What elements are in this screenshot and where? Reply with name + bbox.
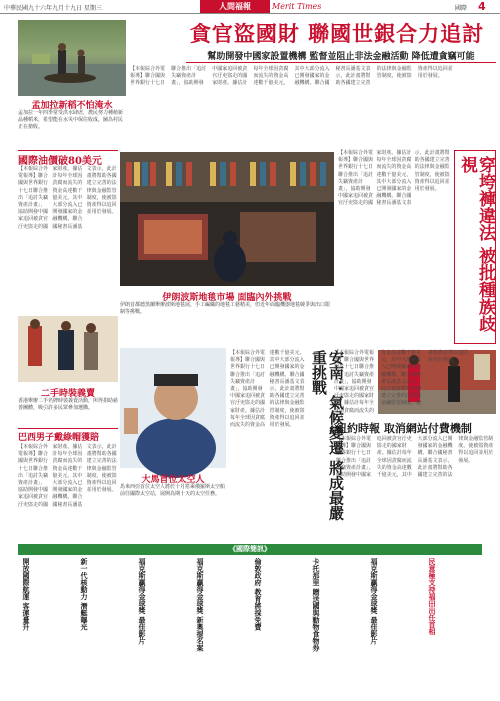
lead-rule (186, 62, 496, 63)
page-number: 4 (478, 0, 486, 13)
brief-headline: 開放國際航運 客運量升 (22, 558, 31, 631)
carpet-illustration (120, 152, 334, 286)
brief-item (22, 558, 76, 698)
middle-body: 【本報綜合外電報導】聯合國與世界銀行十七日聯合推出「追討失竊資產計畫」，協助開發中國家追回被貪官汙吏盜走的國家財產。據估計每年全球因貪腐而流失的資金高達數千億美元，其中大部分流入已開發國家的金融機構。聯合國秘書長潘基文表示，此計畫將幫助各國建立完善的法律與金融監管制度，使被盜資產得以追回並用於發展。 (338, 150, 450, 207)
brief-headline: 新一代核動力 潛艇曝光 (80, 558, 89, 631)
brief-item (312, 558, 366, 698)
masthead-date: 中華民國九十六年九月十九日 星期三 (4, 5, 102, 12)
astronaut-illustration (120, 348, 226, 468)
lead-body: 【本報綜合外電報導】聯合國與世界銀行十七日聯合推出「追討失竊資產計畫」，協助開發中國家追回被貪官汙吏盜走的國家財產。據估計每年全球因貪腐而流失的資金高達數千億美元，其中大部分流入已開發國家的金融機構。聯合國秘書長潘基文表示，此計畫將幫助各國建立完善的法律與金融監管制度，使被盜資產得以追回並用於發展。 (130, 66, 453, 87)
carpet-photo (120, 152, 334, 286)
fashion-illustration (18, 316, 118, 382)
astronaut-caption-title: 大馬首位太空人 (141, 475, 205, 485)
flood-caption-title: 孟加拉新稻不怕淹水 (31, 101, 113, 111)
brief-item (370, 558, 424, 698)
carpet-caption-title: 伊朗波斯地毯市場 面臨內外挑戰 (162, 293, 292, 303)
nyt-body: 【本報綜合外電報導】聯合國與世界銀行十七日聯合推出「追討失竊資產計畫」，協助開發中國家追回被貪官汙吏盜走的國家財產。據估計每年全球因貪腐而流失的資金高達數千億美元，其中大部分流入已開發國家的金融機構。聯合國秘書長潘基文表示，此計畫將幫助各國建立完善的法律與金融監管制度，使被盜資產得以追回並用於發展。 (336, 436, 494, 479)
flood-photo-illustration (18, 20, 126, 96)
masthead-logo: 人間福報 (200, 0, 270, 13)
brazil-headline: 巴西男子戴綠帽獲賠 (18, 433, 100, 443)
brief-headline: 倫敦政府 教育將採免費 (254, 558, 263, 631)
asean-body: 【本報綜合外電報導】聯合國與世界銀行十七日聯合推出「追討失竊資產計畫」，協助開發中國家追回被貪官汙吏盜走的國家財產。據估計每年全球因貪腐而流失的資金高達數千億美元，其中大部分流入已開發國家的金融機構。聯合國秘書長潘基文表示，此計畫將幫助各國建立完善的法律與金融監管制度，使被盜資產得以追回並用於發展。 (230, 350, 305, 429)
fashion-photo (18, 316, 118, 382)
section-name: 國際 (455, 5, 468, 12)
brief-item (428, 558, 482, 698)
nyt-headline: 紐約時報 取消網站付費機制 (336, 422, 472, 435)
lead-headline: 貪官盜國財 聯國世銀合力追討 (189, 21, 485, 46)
briefs-area (18, 558, 482, 698)
brief-headline: 福克斯贏得金球獎 最佳影片 (370, 558, 379, 645)
asean-headline: 安南：氣候變遷 將成最嚴重挑戰 (310, 350, 345, 521)
brazil-rule (18, 428, 118, 429)
brief-headline: 福克斯贏得金球獎 新奧提名案 (196, 558, 205, 652)
brief-item (254, 558, 308, 698)
brief-item (196, 558, 250, 698)
fashion-caption-title: 二手時裝義賣 (40, 389, 95, 399)
masthead-english: Merit Times (272, 2, 322, 11)
briefs-bar: 《國際簡訊》 (18, 544, 482, 555)
oil-rule (18, 150, 118, 151)
flood-photo (18, 20, 126, 96)
pants-headline: 穿垮褲違法 被批種族歧視 (457, 156, 495, 332)
astronaut-caption: 馬來西亞首位太空人將於十月搭乘俄羅斯太空船前往國際太空站，展開為期十天的太空任務。 (120, 484, 226, 497)
fashion-caption: 香港舉辦二手名牌時裝義賣活動，所得捐助慈善團體，吸引許多民眾參加選購。 (18, 398, 119, 411)
brazil-body: 【本報綜合外電報導】聯合國與世界銀行十七日聯合推出「追討失竊資產計畫」，協助開發中國家追回被貪官汙吏盜走的國家財產。據估計每年全球因貪腐而流失的資金高達數千億美元，其中大部分流入已開發國家的金融機構。聯合國秘書長潘基文表示，此計畫將幫助各國建立完善的法律與金融監管制度，使被盜資產得以追回並用於發展。 (18, 444, 117, 508)
brief-item (138, 558, 192, 698)
lead-subhead: 幫助開發中國家設置機構 監督並阻止非法金融活動 降低遭貪竊可能 (207, 52, 475, 62)
brief-headline: 卡托那里 贈送國與動物食物券 (312, 558, 321, 652)
brief-headline: 民意極支持福田出任首相 (428, 558, 437, 635)
nyc-side-text: 【本報綜合外電報導】聯合國與世界銀行十七日聯合推出「追討失竊資產計畫」，協助開發中國家追回被貪官汙吏盜走的國家財產。據估計每年全球因貪腐而流失的 (334, 350, 375, 414)
astronaut-photo (120, 348, 226, 468)
oil-body: 【本報綜合外電報導】聯合國與世界銀行十七日聯合推出「追討失竊資產計畫」，協助開發中國家追回被貪官汙吏盜走的國家財產。據估計每年全球因貪腐而流失的資金高達數千億美元，其中大部分流入已開發國家的金融機構。聯合國秘書長潘基文表示，此計畫將幫助各國建立完善的法律與金融監管制度，使被盜資產得以追回並用於發展。 (18, 166, 117, 230)
carpet-caption: 伊朗首都德黑蘭舉辦波斯地毯展，手工編織的地毯工藝精美，但近年面臨機器地毯競爭與出口限制等挑戰。 (120, 302, 331, 315)
brief-headline: 福克斯贏得金球獎 最佳影片 (138, 558, 147, 645)
flood-caption: 孟加拉一年四季常受洪水肆虐，農民努力種植新品種稻米，希望能在水災中保住收成，圖為村民正在搶收。 (18, 110, 124, 130)
brief-item (80, 558, 134, 698)
oil-headline: 國際油價破80美元 (18, 156, 102, 167)
